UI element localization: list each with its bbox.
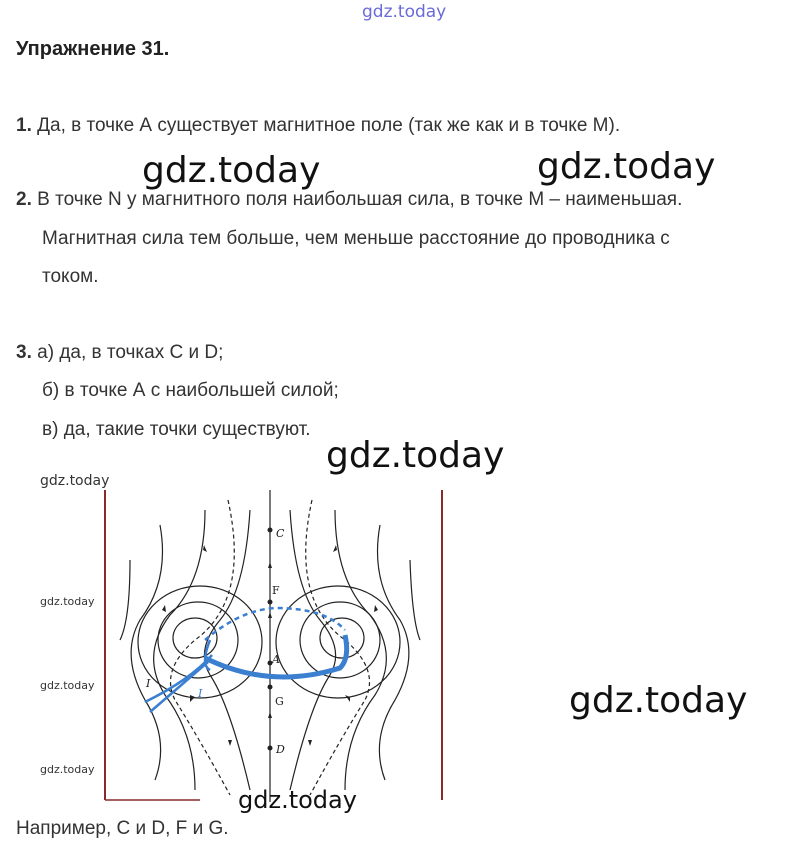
magnetic-field-figure: [100, 490, 445, 802]
arrow: [308, 740, 312, 746]
arrow: [333, 545, 337, 552]
answer-3: [16, 342, 223, 364]
point-f: [268, 600, 273, 605]
answer-2-line-2: Магнитная сила тем больше, чем меньше расстояние до проводника с: [42, 228, 670, 249]
point-labels: [145, 527, 285, 756]
field-loop: [173, 618, 217, 658]
watermark: gdz.today: [569, 680, 748, 721]
arrow: [268, 612, 272, 618]
field-line: [154, 510, 205, 790]
watermark: gdz.today: [40, 679, 95, 692]
watermark: gdz.today: [40, 473, 110, 489]
field-lines: [120, 490, 420, 802]
arrow: [268, 562, 272, 568]
arrow: [374, 605, 378, 612]
answer-3-number: 3.: [16, 342, 32, 363]
label-g: G: [275, 695, 284, 708]
watermark-top: gdz.today: [362, 2, 447, 22]
answer-1: [16, 115, 620, 137]
point-d: [268, 746, 273, 751]
answer-3-b: б) в точке А с наибольшей силой;: [42, 380, 339, 401]
watermark: gdz.today: [326, 435, 505, 476]
label-f: F: [272, 584, 280, 597]
field-line: [120, 560, 130, 640]
field-line: [290, 510, 336, 790]
point-g: [268, 685, 273, 690]
field-line: [410, 560, 420, 640]
answer-2: [16, 189, 682, 211]
label-a: A: [272, 653, 280, 666]
answer-1-number: 1.: [16, 115, 32, 136]
label-current-2: I: [198, 687, 203, 700]
answer-2-line-3: током.: [42, 266, 99, 287]
watermark: gdz.today: [537, 146, 716, 187]
field-line: [378, 525, 409, 780]
arrow: [203, 545, 207, 552]
answer-3-a: а) да, в точках С и D;: [37, 342, 224, 363]
arrow: [228, 740, 232, 746]
watermark: gdz.today: [40, 595, 95, 608]
label-c: C: [276, 527, 285, 540]
answer-2-line-1: В точке N у магнитного поля наибольшая сила, в точке М – наименьшая.: [37, 189, 683, 210]
arrow: [345, 695, 350, 702]
watermark: gdz.today: [238, 786, 357, 814]
watermark: gdz.today: [142, 150, 321, 191]
answer-2-number: 2.: [16, 189, 32, 210]
exercise-heading: Упражнение 31.: [16, 38, 170, 60]
arrow: [268, 712, 272, 718]
arrow: [190, 695, 195, 702]
field-line: [131, 525, 162, 780]
label-current-1: I: [146, 677, 151, 690]
answer-1-text: Да, в точке А существует магнитное поле (так же как и в точке М).: [37, 115, 621, 136]
footer-example: Например, С и D, F и G.: [16, 818, 229, 839]
field-line: [204, 510, 250, 790]
watermark: gdz.today: [40, 763, 95, 776]
arrow: [162, 605, 166, 612]
answer-3-c: в) да, такие точки существуют.: [42, 419, 311, 440]
label-d: D: [276, 743, 285, 756]
point-c: [268, 528, 273, 533]
field-loop: [276, 586, 400, 698]
